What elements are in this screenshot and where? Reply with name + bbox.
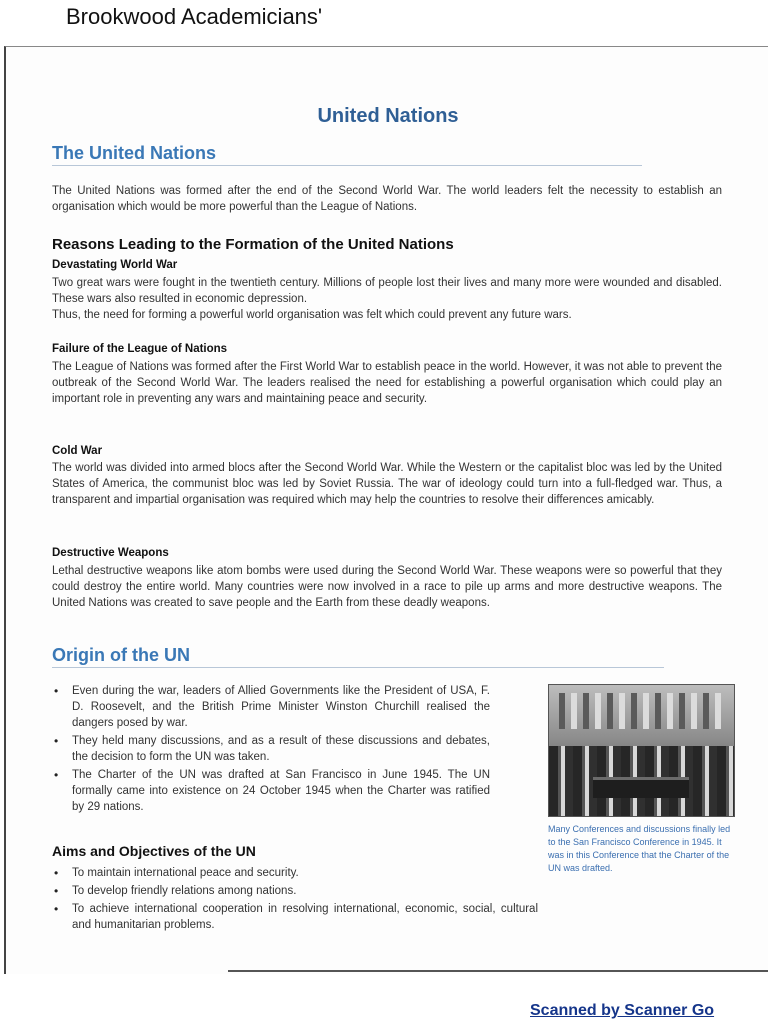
page-header-title: Brookwood Academicians' — [66, 4, 323, 29]
document-page — [4, 46, 768, 974]
photo-caption: Many Conferences and discussions finally led to the San Francisco Conference in 1945. It was in this Conference that the Charter of the UN was drafted. — [548, 824, 731, 873]
aims-heading: Aims and Objectives of the UN — [52, 843, 256, 859]
conference-photo — [548, 684, 735, 817]
heading-underline — [52, 667, 664, 668]
heading-underline — [52, 165, 642, 166]
origin-bullet-item: • The Charter of the UN was drafted at San Francisco in June 1945. The UN formally came into existence on 24 October 1945 when the Charter was ratified by 29 nations. — [52, 767, 490, 815]
aims-bullet-list — [52, 865, 538, 935]
section-heading-origin: Origin of the UN — [52, 645, 190, 665]
reason-title-devastating-war: Devastating World War — [52, 259, 178, 271]
scanner-watermark-link[interactable]: Scanned by Scanner Go — [530, 1002, 715, 1019]
document-title: United Nations — [317, 105, 459, 127]
reasons-heading: Reasons Leading to the Formation of the United Nations — [52, 236, 454, 253]
aims-bullet-item: • To achieve international cooperation in resolving international, economic, social, cultural and humanitarian problems. — [52, 901, 538, 933]
aims-bullet-item: • To maintain international peace and security. — [52, 865, 538, 881]
united-nations-paragraph: The United Nations was formed after the end of the Second World War. The world leaders felt the necessity to establish an organisation which would be more powerful than the League of Nations. — [52, 185, 722, 213]
reason-title-cold-war: Cold War — [52, 445, 103, 457]
reason-text-devastating-war-2: Thus, the need for forming a powerful world organisation was felt which could prevent any future wars. — [52, 309, 572, 321]
reason-text-destructive-weapons: Lethal destructive weapons like atom bombs were used during the Second World War. These weapons were so powerful that they could destroy the entire world. Many countries were now involved in a race to pile up arms and more destructive weapons. The United Nations was created to save people and the Earth from these deadly weapons. — [52, 565, 722, 609]
reason-text-devastating-war: Two great wars were fought in the twentieth century. Millions of people lost their lives and many more were wounded and disabled. These wars also resulted in economic depression. — [52, 277, 722, 305]
page-bottom-edge — [228, 970, 768, 972]
reason-title-destructive-weapons: Destructive Weapons — [52, 547, 169, 559]
reason-text-league-failure: The League of Nations was formed after the First World War to establish peace in the world. However, it was not able to prevent the outbreak of the Second World War. The leaders realised the need for establishing a powerful organisation which could play an important role in preventing any wars and maintaining peace and security. — [52, 361, 722, 405]
origin-bullet-item: • They held many discussions, and as a result of these discussions and debates, the decision to form the UN was taken. — [52, 733, 490, 765]
aims-bullet-item: • To develop friendly relations among nations. — [52, 883, 538, 899]
section-heading-united-nations: The United Nations — [52, 143, 217, 163]
reason-title-league-failure: Failure of the League of Nations — [52, 343, 228, 355]
origin-bullet-list — [52, 683, 490, 817]
reason-text-cold-war: The world was divided into armed blocs after the Second World War. While the Western or the capitalist bloc was led by the United States of America, the communist bloc was led by Soviet Russia. The war of ideology could turn into a full-fledged war. Thus, a transparent and impartial organisation was required which may help the countries to resolve their differences amicably. — [52, 462, 722, 506]
origin-bullet-item: • Even during the war, leaders of Allied Governments like the President of USA, F. D. Roosevelt, and the British Prime Minister Winston Churchill realised the dangers posed by war. — [52, 683, 490, 731]
